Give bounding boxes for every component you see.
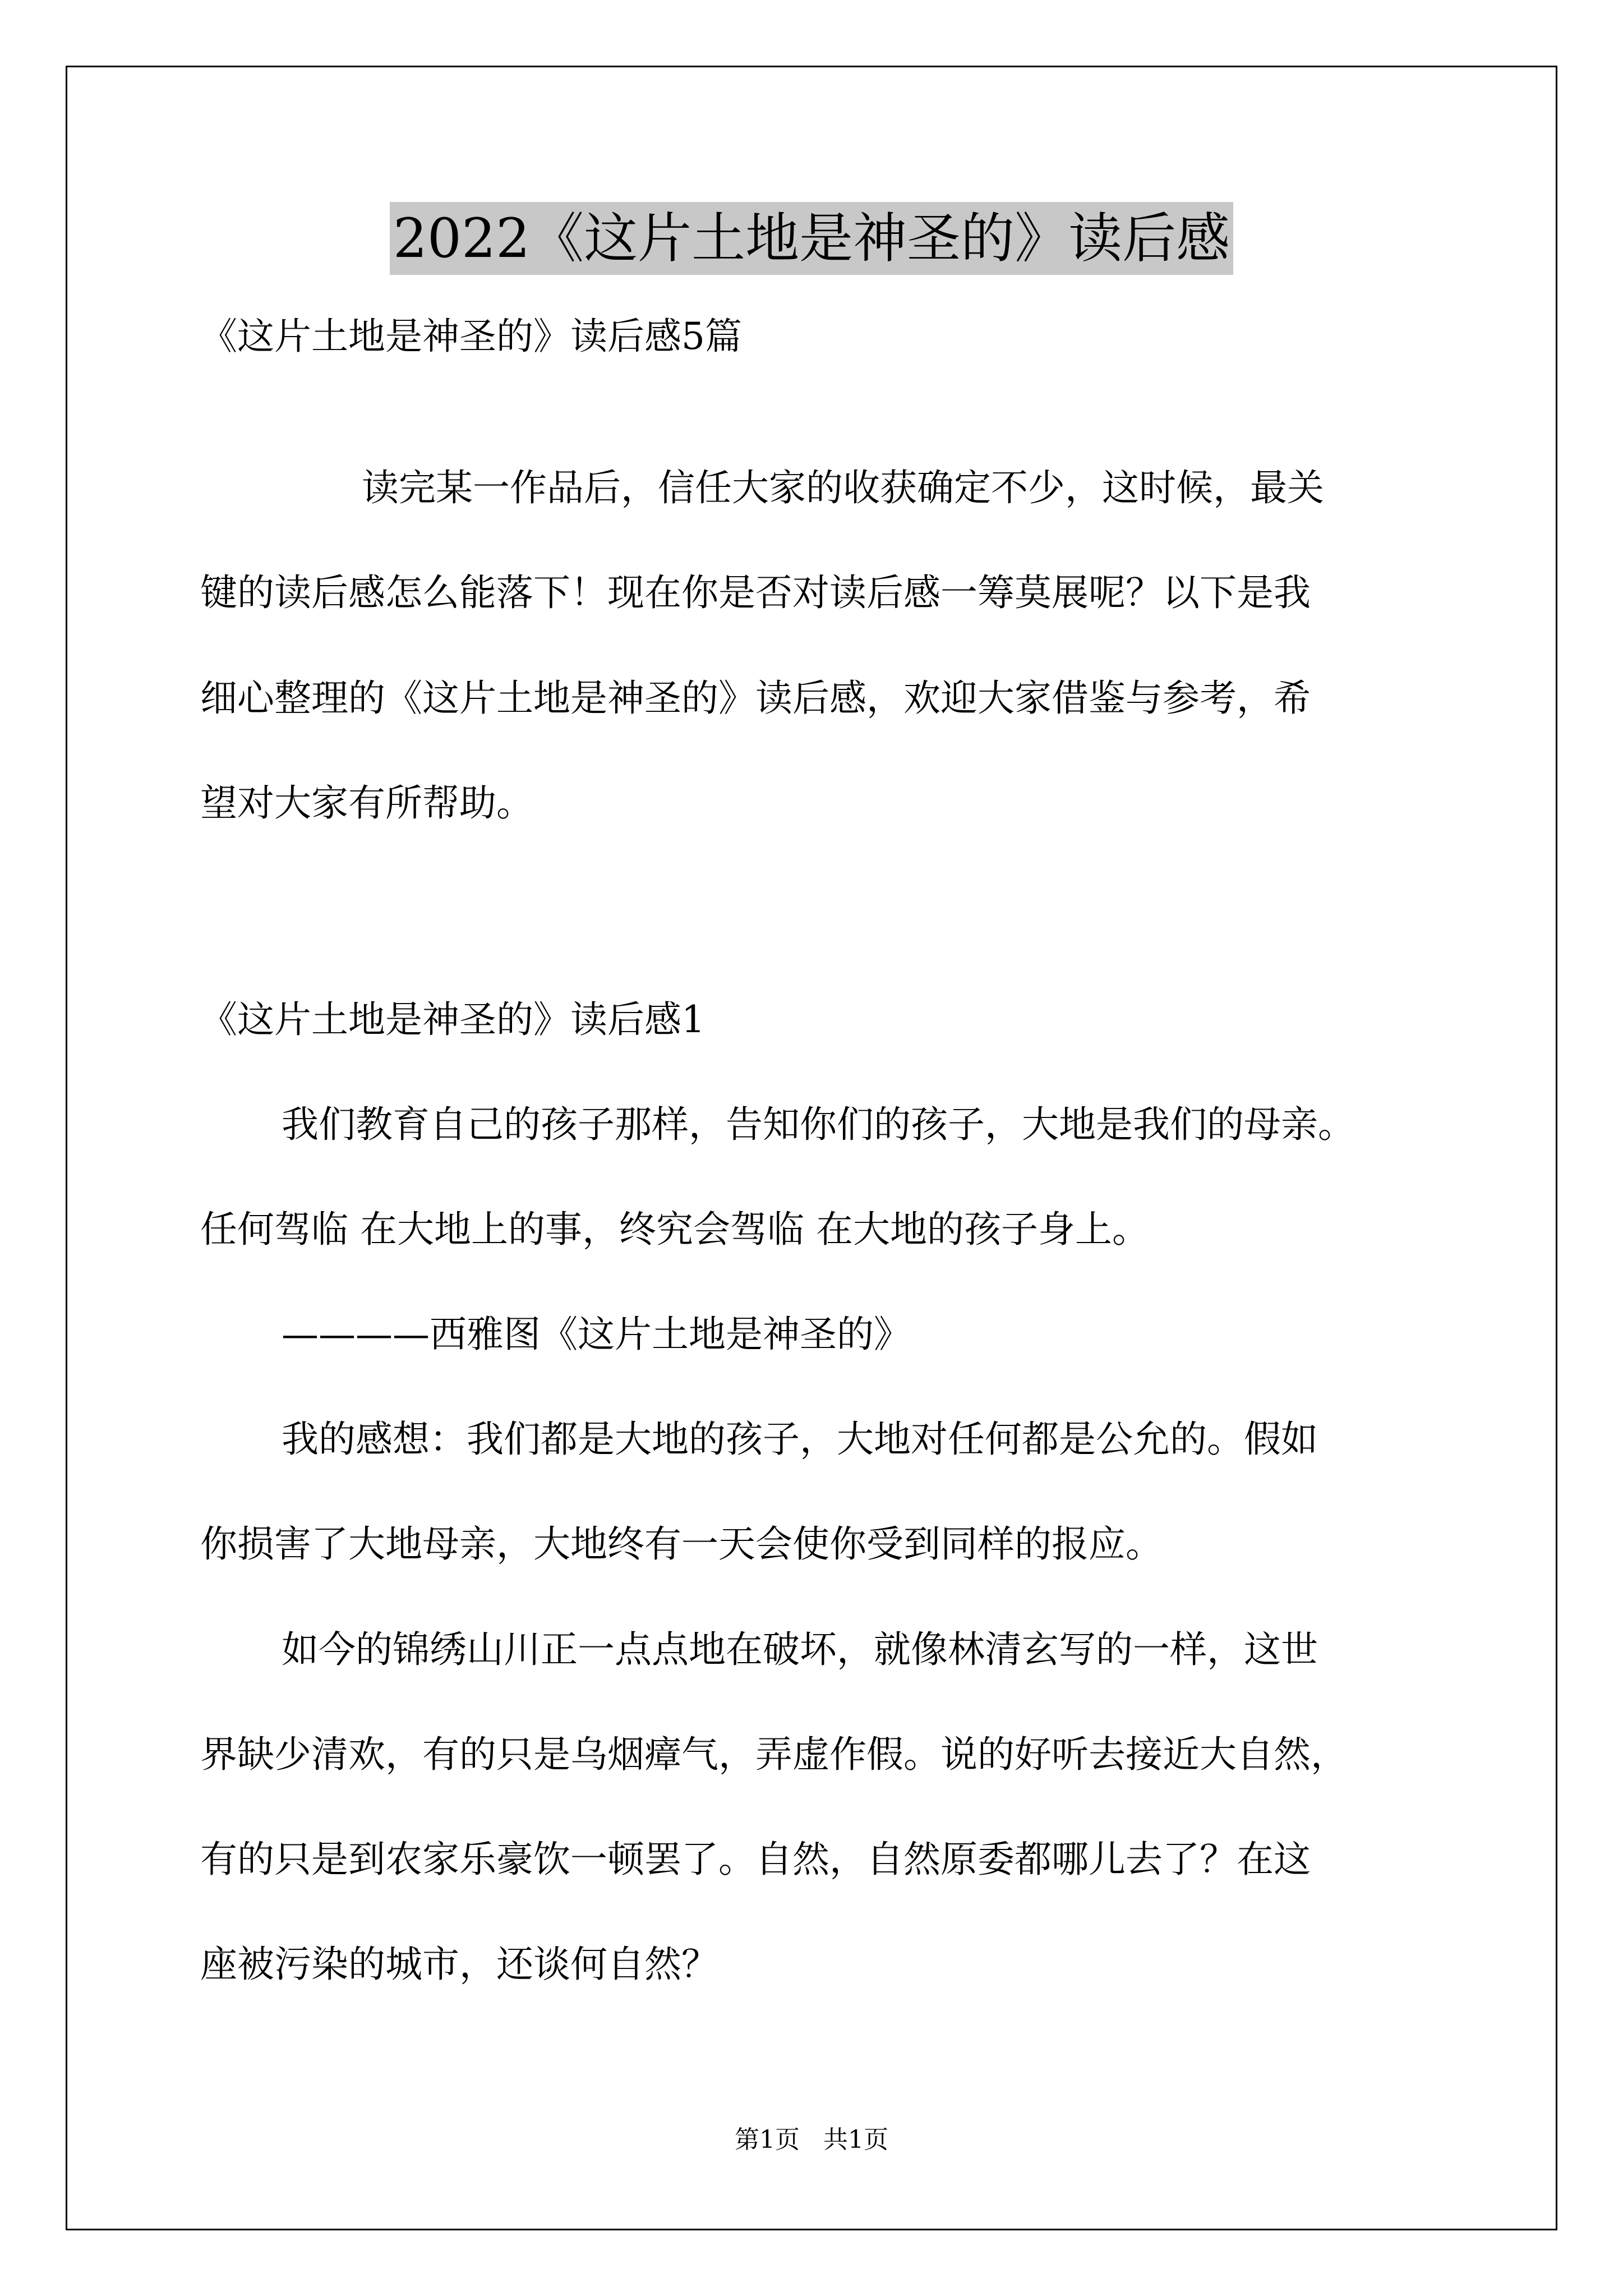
title-container (0, 202, 1623, 275)
body-line-2: 你损害了大地母亲，大地终有一天会使你受到同样的报应。 (200, 1522, 1163, 1566)
body-line-5: 有的只是到农家乐豪饮一顿罢了。自然，自然原委都哪儿去了？在这 (200, 1838, 1311, 1881)
body-line-4: 界缺少清欢，有的只是乌烟瘴气，弄虚作假。说的好听去接近大自然， (200, 1733, 1348, 1776)
document-title: 2022《这片土地是神圣的》读后感 (390, 202, 1233, 275)
subtitle-line: 《这片土地是神圣的》读后感5篇 (200, 315, 742, 358)
quote-attribution: ————西雅图《这片土地是神圣的》 (282, 1313, 911, 1356)
intro-line-3: 细心整理的《这片土地是神圣的》读后感，欢迎大家借鉴与参考，希 (200, 677, 1311, 720)
body-line-3: 如今的锦绣山川正一点点地在破坏，就像林清玄写的一样，这世 (282, 1628, 1318, 1671)
quote-line-2: 任何驾临 在大地上的事，终究会驾临 在大地的孩子身上。 (200, 1208, 1149, 1251)
body-line-1: 我的感想：我们都是大地的孩子，大地对任何都是公允的。假如 (282, 1418, 1318, 1461)
body-line-6: 座被污染的城市，还谈何自然？ (200, 1943, 718, 1986)
section-heading: 《这片土地是神圣的》读后感1 (200, 998, 705, 1041)
quote-line-1: 我们教育自己的孩子那样，告知你们的孩子，大地是我们的母亲。 (282, 1103, 1355, 1146)
intro-line-1: 读完某一作品后，信任大家的收获确定不少，这时候，最关 (362, 466, 1324, 509)
intro-line-2: 键的读后感怎么能落下！现在你是否对读后感一筹莫展呢？以下是我 (200, 571, 1311, 614)
page-footer: 第1页 共1页 (735, 2125, 888, 2154)
intro-line-4: 望对大家有所帮助。 (200, 781, 533, 825)
